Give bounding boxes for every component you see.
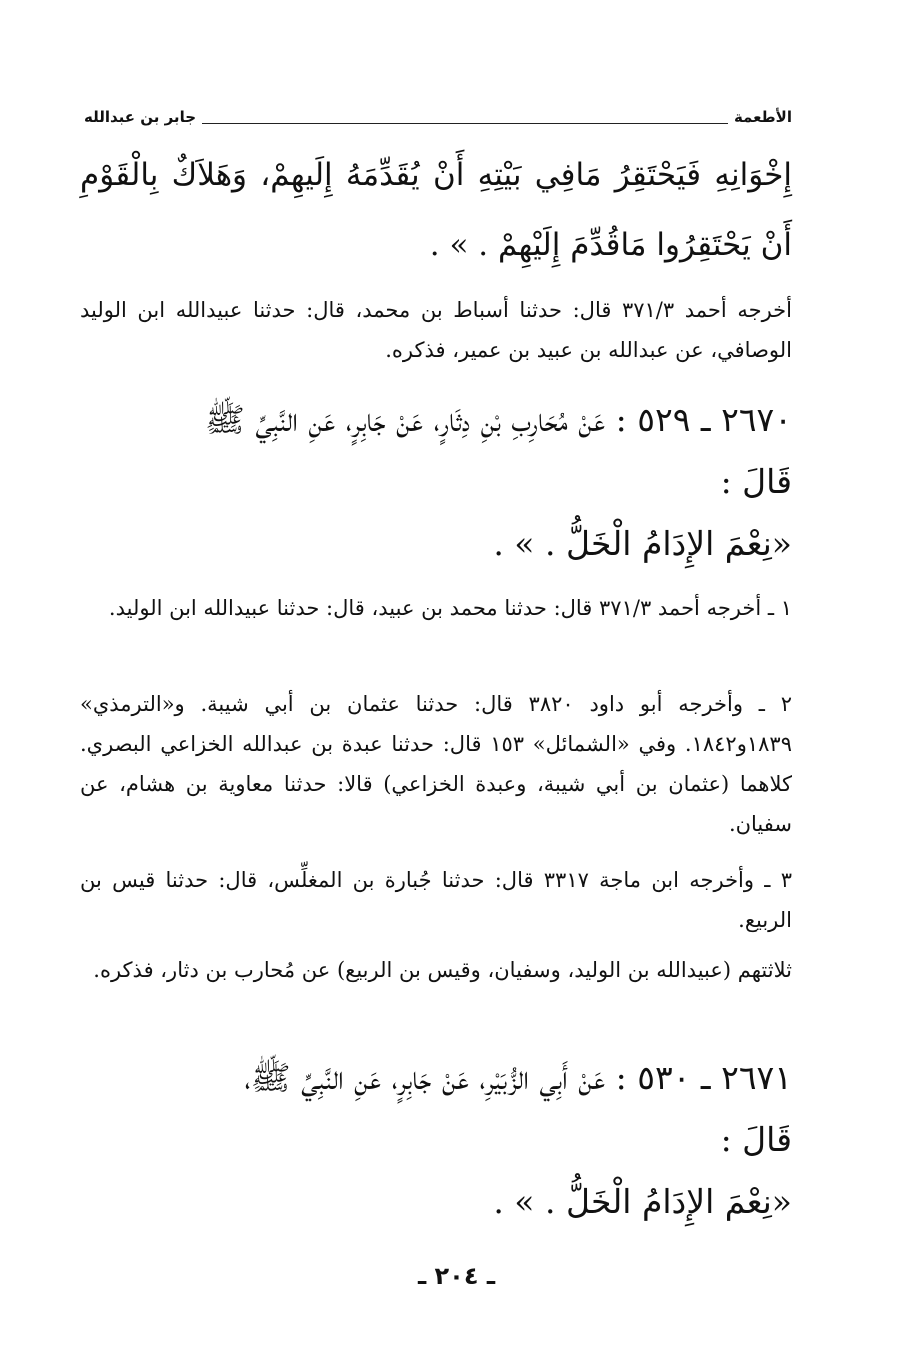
hadith-2671-qal: قَالَ : xyxy=(720,1120,792,1159)
hadith-2670-heading: ٢٦٧٠ ـ ٥٢٩ : عَنْ مُحَارِبِ بْنِ دِثَارٍ، عَنْ جَابِرٍ، عَنِ النَّبِيِّ ﷺ xyxy=(205,400,792,439)
hadith-2671-text: «نِعْمَ الإِدَامُ الْخَلُّ . » . xyxy=(493,1182,792,1221)
footnote-3: ٣ ـ وأخرجه ابن ماجة ٣٣١٧ قال: حدثنا جُبارة بن المغلِّس، قال: حدثنا قيس بن الربيع. xyxy=(80,868,792,932)
takhrij-paragraph: أخرجه أحمد ٣٧١/٣ قال: حدثنا أسباط بن محمد، قال: حدثنا عبيدالله ابن الوليد الوصافي، عن عبدالله بن عبيد بن عمير، فذكره. xyxy=(80,298,792,362)
running-header xyxy=(84,104,792,130)
hadith-2671-heading: ٢٦٧١ ـ ٥٣٠ : عَنْ أَبِي الزُّبَيْرِ، عَنْ جَابِرٍ، عَنِ النَّبِيِّ ﷺ، xyxy=(244,1058,792,1097)
header-rule xyxy=(202,123,728,124)
hadith-continuation: إِخْوَانِهِ فَيَحْتَقِرُ مَافِي بَيْتِهِ أَنْ يُقَدِّمَهُ إِلَيهِمْ، وَهَلاَكٌ بِالْقَوْمِ أَنْ يَحْتَقِرُوا مَاقُدِّمَ إِلَيْهِمْ . » . xyxy=(80,157,792,263)
footnote-summary: ثلاثتهم (عبيدالله بن الوليد، وسفيان، وقيس بن الربيع) عن مُحارب بن دثار، فذكره. xyxy=(93,958,792,982)
footnote-1: ١ ـ أخرجه أحمد ٣٧١/٣ قال: حدثنا محمد بن عبيد، قال: حدثنا عبيدالله ابن الوليد. xyxy=(108,596,792,620)
page-number: ـ ٢٠٤ ـ xyxy=(417,1262,496,1290)
hadith-2670-text: «نِعْمَ الإِدَامُ الْخَلُّ . » . xyxy=(493,524,792,563)
header-chapter-title: الأطعمة xyxy=(733,108,792,126)
header-narrator: جابر بن عبدالله xyxy=(84,108,197,126)
footnote-2: ٢ ـ وأخرجه أبو داود ٣٨٢٠ قال: حدثنا عثمان بن أبي شيبة. و«الترمذي» ١٨٣٩و١٨٤٢. وفي «الشمائل» ١٥٣ قال: حدثنا عبدة بن عبدالله الخزاعي البصري. كلاهما (عثمان بن أبي شيبة، وعبدة الخزاعي) قالا: حدثنا معاوية بن هشام، عن سفيان. xyxy=(80,692,792,836)
hadith-2670-qal: قَالَ : xyxy=(720,462,792,501)
